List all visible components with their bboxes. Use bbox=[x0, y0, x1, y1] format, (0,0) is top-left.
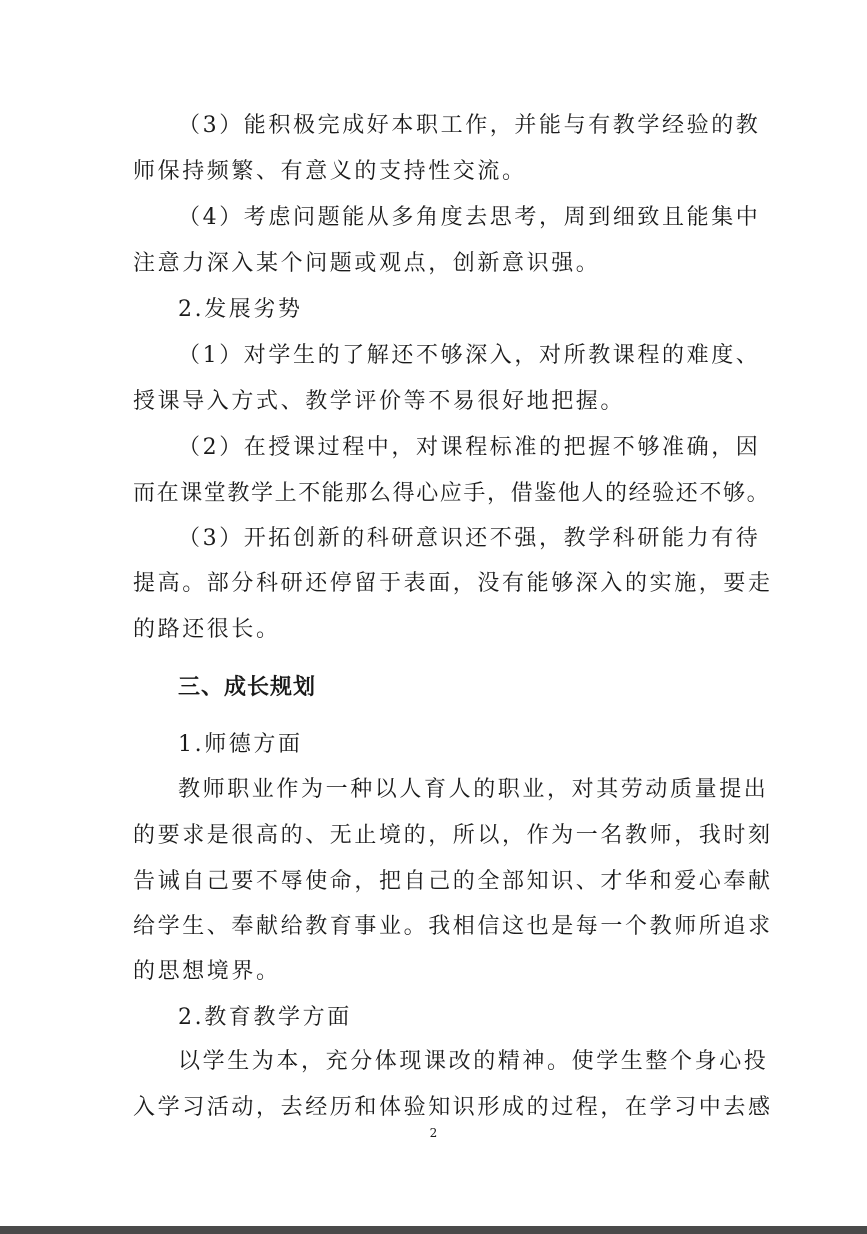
weakness-3-line-3: 的路还很长。 bbox=[133, 617, 281, 642]
ethics-line-1: 教师职业作为一种以人育人的职业，对其劳动质量提出 bbox=[178, 777, 769, 802]
strength-3-line-2: 师保持频繁、有意义的支持性交流。 bbox=[133, 159, 527, 184]
ethics-line-5: 的思想境界。 bbox=[133, 959, 281, 984]
strength-4-line-2: 注意力深入某个问题或观点，创新意识强。 bbox=[133, 251, 601, 276]
strength-3-line-1: （3）能积极完成好本职工作，并能与有教学经验的教 bbox=[178, 113, 761, 138]
weakness-1-line-2: 授课导入方式、教学评价等不易很好地把握。 bbox=[133, 389, 626, 414]
teaching-heading: 2.教育教学方面 bbox=[178, 1005, 352, 1030]
teaching-line-1: 以学生为本，充分体现课改的精神。使学生整个身心投 bbox=[178, 1049, 769, 1074]
ethics-heading: 1.师德方面 bbox=[178, 732, 303, 757]
strength-4-line-1: （4）考虑问题能从多角度去思考，周到细致且能集中 bbox=[178, 205, 761, 230]
page-number: 2 bbox=[429, 1126, 438, 1140]
ethics-line-4: 给学生、奉献给教育事业。我相信这也是每一个教师所追求 bbox=[133, 914, 773, 939]
ethics-line-2: 的要求是很高的、无止境的，所以，作为一名教师，我时刻 bbox=[133, 823, 773, 848]
weakness-2-line-1: （2）在授课过程中，对课程标准的把握不够准确，因 bbox=[178, 435, 761, 460]
teaching-line-2: 入学习活动，去经历和体验知识形成的过程，在学习中去感 bbox=[133, 1095, 773, 1120]
weakness-3-line-1: （3）开拓创新的科研意识还不强，教学科研能力有待 bbox=[178, 526, 761, 551]
weakness-heading: 2.发展劣势 bbox=[178, 297, 303, 322]
ethics-line-3: 告诫自己要不辱使命，把自己的全部知识、才华和爱心奉献 bbox=[133, 869, 773, 894]
weakness-2-line-2: 而在课堂教学上不能那么得心应手，借鉴他人的经验还不够。 bbox=[133, 481, 771, 506]
weakness-3-line-2: 提高。部分科研还停留于表面，没有能够深入的实施，要走 bbox=[133, 571, 773, 596]
section-3-heading: 三、成长规划 bbox=[178, 674, 317, 700]
weakness-1-line-1: （1）对学生的了解还不够深入，对所教课程的难度、 bbox=[178, 343, 761, 368]
bottom-scroll-edge bbox=[0, 1226, 867, 1234]
